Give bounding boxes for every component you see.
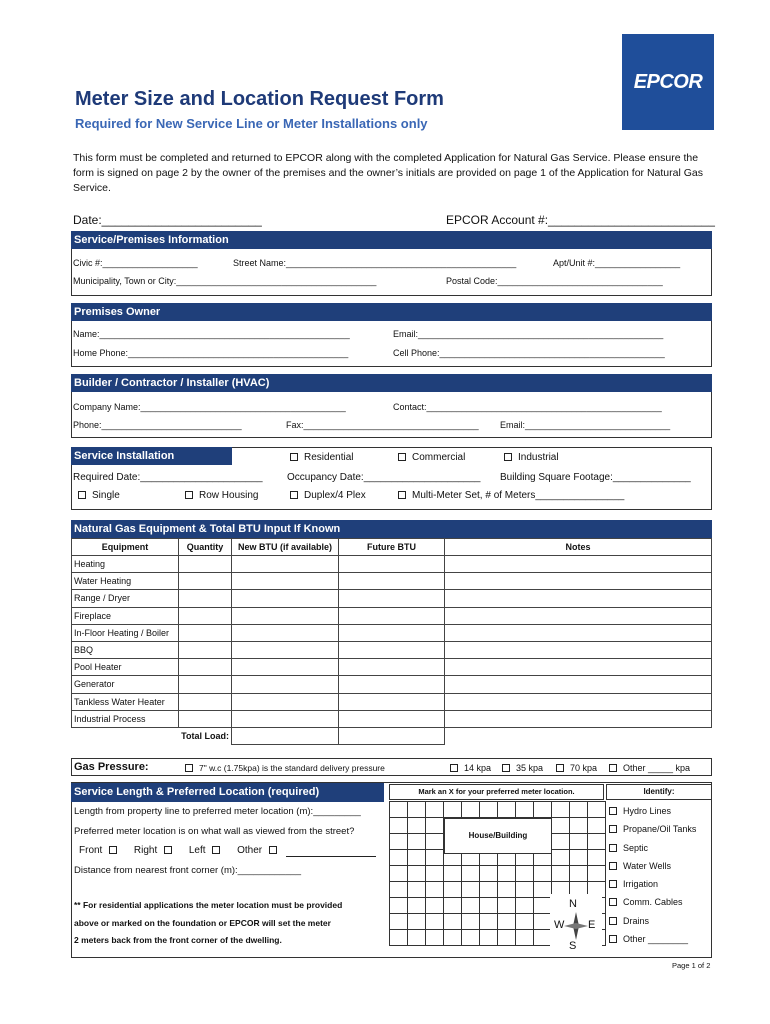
builder-phone-field[interactable]: Phone:____________________________ [73,420,242,430]
grid-cell[interactable] [498,882,516,898]
grid-cell[interactable] [588,834,606,850]
civic-field[interactable]: Civic #:___________________ [73,258,198,268]
builder-fax-field[interactable]: Fax:___________________________________ [286,420,479,430]
identify-cables[interactable] [609,897,683,907]
col-notes: Notes [445,539,712,556]
other-option[interactable] [237,845,283,856]
residential-option[interactable] [290,452,353,463]
equipment-label: Pool Heater [72,659,179,676]
grid-cell[interactable] [516,898,534,914]
note-line-1: ** For residential applications the meter location must be provided [74,900,343,910]
pressure-14-option[interactable] [450,763,491,773]
checkbox-icon[interactable] [609,898,617,906]
grid-cell[interactable] [498,914,516,930]
grid-cell[interactable] [426,898,444,914]
identify-propane[interactable] [609,824,696,834]
col-quantity: Quantity [179,539,232,556]
future-btu-cell[interactable] [339,710,445,727]
quantity-cell[interactable] [179,710,232,727]
industrial-option[interactable] [504,452,559,463]
length-field[interactable]: Length from property line to preferred meter location (m):_________ [74,806,361,817]
owner-name-field[interactable]: Name:__________________________________________________ [73,329,350,339]
compass-w: W [554,919,565,931]
pressure-other-option[interactable] [609,763,690,773]
checkbox-icon[interactable] [78,491,86,499]
checkbox-icon[interactable] [504,453,512,461]
table-row [72,624,712,641]
table-row [72,556,712,573]
grid-cell[interactable] [408,818,426,834]
equipment-label: Tankless Water Heater [72,693,179,710]
grid-cell[interactable] [408,882,426,898]
identify-label: Comm. Cables [623,897,683,907]
commercial-label: Commercial [412,452,466,463]
identify-label: Other ________ [623,934,689,944]
date-field[interactable]: Date:________________________ [73,213,262,227]
identify-label: Septic [623,843,649,853]
equipment-label: Fireplace [72,607,179,624]
grid-cell[interactable] [426,882,444,898]
new-btu-cell[interactable] [232,556,339,573]
new-btu-cell[interactable] [232,624,339,641]
identify-label: Drains [623,916,650,926]
grid-cell[interactable] [444,930,462,946]
identify-wells[interactable] [609,861,671,871]
checkbox-icon[interactable] [609,880,617,888]
checkbox-icon[interactable] [398,491,406,499]
compass-s: S [569,940,577,952]
grid-cell[interactable] [426,850,444,866]
multi-meter-label: Multi-Meter Set, # of Meters________________ [412,490,625,501]
grid-cell[interactable] [426,866,444,882]
grid-cell[interactable] [390,818,408,834]
grid-cell[interactable] [516,882,534,898]
quantity-cell[interactable] [179,676,232,693]
grid-cell[interactable] [498,802,516,818]
identify-hydro[interactable] [609,806,671,816]
table-row [72,607,712,624]
grid-cell[interactable] [444,866,462,882]
quantity-cell[interactable] [179,590,232,607]
notes-cell[interactable] [445,624,712,641]
grid-cell[interactable] [462,914,480,930]
notes-cell[interactable] [445,659,712,676]
grid-cell[interactable] [588,818,606,834]
table-row [72,573,712,590]
compass-rose-icon [564,912,588,940]
home-phone-field[interactable]: Home Phone:____________________________________________ [73,348,349,358]
grid-cell[interactable] [588,866,606,882]
standard-pressure-label: 7" w.c (1.75kpa) is the standard delivery pressure [199,763,385,773]
pressure-label: 14 kpa [464,763,492,773]
grid-cell[interactable] [390,898,408,914]
equipment-label: Industrial Process [72,710,179,727]
grid-cell[interactable] [480,898,498,914]
quantity-cell[interactable] [179,641,232,658]
quantity-cell[interactable] [179,659,232,676]
table-row [72,659,712,676]
equipment-table [71,538,712,745]
notes-cell[interactable] [445,573,712,590]
grid-cell[interactable] [462,930,480,946]
checkbox-icon[interactable] [109,846,117,854]
grid-cell[interactable] [408,834,426,850]
grid-header: Mark an X for your preferred meter location. [389,784,604,800]
grid-cell[interactable] [408,930,426,946]
pressure-35-option[interactable] [502,763,543,773]
checkbox-icon[interactable] [450,764,458,772]
single-option[interactable] [78,490,120,501]
checkbox-icon[interactable] [398,453,406,461]
table-row [72,710,712,727]
grid-cell[interactable] [390,850,408,866]
builder-email-field[interactable]: Email:_____________________________ [500,420,671,430]
grid-cell[interactable] [534,882,552,898]
compass-e: E [588,919,596,931]
checkbox-icon[interactable] [609,764,617,772]
company-field[interactable]: Company Name:_________________________________________ [73,402,346,412]
grid-cell[interactable] [534,802,552,818]
checkbox-icon[interactable] [164,846,172,854]
checkbox-icon[interactable] [290,453,298,461]
checkbox-icon[interactable] [609,862,617,870]
front-option[interactable] [79,845,131,856]
grid-cell[interactable] [408,866,426,882]
grid-cell[interactable] [534,898,552,914]
installation-header: Service Installation [71,447,232,465]
residential-label: Residential [304,452,354,463]
notes-cell[interactable] [445,676,712,693]
pressure-label: 70 kpa [570,763,598,773]
grid-cell[interactable] [552,834,570,850]
street-field[interactable]: Street Name:______________________________________________ [233,258,517,268]
gas-pressure-label: Gas Pressure: [74,761,149,773]
notes-cell[interactable] [445,693,712,710]
contact-field[interactable]: Contact:_______________________________________________ [393,402,662,412]
grid-cell[interactable] [444,898,462,914]
grid-cell[interactable] [480,882,498,898]
wall-question: Preferred meter location is on what wall as viewed from the street? [74,826,355,837]
checkbox-icon[interactable] [212,846,220,854]
required-date-field[interactable]: Required Date:______________________ [73,472,263,483]
identify-label: Water Wells [623,861,672,871]
col-equipment: Equipment [72,539,179,556]
note-line-2: above or marked on the foundation or EPCOR will set the meter [74,918,331,928]
pressure-label: Other _____ kpa [623,763,691,773]
grid-cell[interactable] [570,866,588,882]
checkbox-icon[interactable] [185,764,193,772]
right-label: Right [133,845,158,856]
grid-cell[interactable] [534,866,552,882]
wall-options [79,845,283,856]
identify-drains[interactable] [609,916,649,926]
future-btu-cell[interactable] [339,573,445,590]
future-btu-cell[interactable] [339,590,445,607]
quantity-cell[interactable] [179,573,232,590]
future-btu-cell[interactable] [339,659,445,676]
standard-pressure-option[interactable] [185,763,385,773]
checkbox-icon[interactable] [502,764,510,772]
grid-cell[interactable] [408,802,426,818]
identify-irrigation[interactable] [609,879,658,889]
grid-cell[interactable] [480,930,498,946]
multi-meter-option[interactable] [398,490,624,501]
other-wall-line[interactable] [286,856,376,857]
quantity-cell[interactable] [179,556,232,573]
identify-label: Propane/Oil Tanks [623,824,697,834]
commercial-option[interactable] [398,452,465,463]
identify-header: Identify: [606,784,712,800]
quantity-cell[interactable] [179,624,232,641]
future-btu-cell[interactable] [339,607,445,624]
house-building-box: House/Building [444,818,552,854]
compass [550,894,602,954]
page-number: Page 1 of 2 [672,961,711,970]
grid-cell[interactable] [426,834,444,850]
service-length-header: Service Length & Preferred Location (required) [71,783,384,802]
grid-cell[interactable] [588,850,606,866]
note-line-3: 2 meters back from the front corner of the dwelling. [74,935,282,945]
grid-cell[interactable] [426,930,444,946]
postal-field[interactable]: Postal Code:_________________________________ [446,276,663,286]
quantity-cell[interactable] [179,607,232,624]
grid-cell[interactable] [426,802,444,818]
new-btu-cell[interactable] [232,659,339,676]
grid-cell[interactable] [534,914,552,930]
grid-cell[interactable] [552,818,570,834]
checkbox-icon[interactable] [290,491,298,499]
front-label: Front [79,845,103,856]
left-label: Left [188,845,206,856]
new-btu-cell[interactable] [232,590,339,607]
checkbox-icon[interactable] [609,825,617,833]
duplex-label: Duplex/4 Plex [304,490,366,501]
equipment-label: Heating [72,556,179,573]
grid-cell[interactable] [498,866,516,882]
new-btu-cell[interactable] [232,693,339,710]
grid-cell[interactable] [426,818,444,834]
service-premises-header: Service/Premises Information [71,231,712,249]
table-row [72,693,712,710]
identify-label: Irrigation [623,879,659,889]
notes-cell[interactable] [445,556,712,573]
grid-cell[interactable] [588,802,606,818]
notes-cell[interactable] [445,590,712,607]
checkbox-icon[interactable] [609,807,617,815]
square-footage-field[interactable]: Building Square Footage:______________ [500,472,691,483]
grid-cell[interactable] [462,866,480,882]
pressure-70-option[interactable] [556,763,597,773]
table-row [72,676,712,693]
grid-cell[interactable] [480,866,498,882]
owner-email-field[interactable]: Email:_________________________________________________ [393,329,664,339]
cell-phone-field[interactable]: Cell Phone:_____________________________________________ [393,348,665,358]
checkbox-icon[interactable] [556,764,564,772]
industrial-label: Industrial [518,452,559,463]
future-btu-cell[interactable] [339,641,445,658]
occupancy-date-field[interactable]: Occupancy Date:_____________________ [287,472,481,483]
notes-cell[interactable] [445,607,712,624]
grid-cell[interactable] [444,914,462,930]
equipment-label: BBQ [72,641,179,658]
left-option[interactable] [189,845,234,856]
grid-cell[interactable] [390,882,408,898]
grid-cell[interactable] [426,914,444,930]
future-btu-cell[interactable] [339,624,445,641]
apt-field[interactable]: Apt/Unit #:_________________ [553,258,681,268]
municipality-field[interactable]: Municipality, Town or City:________________________________________ [73,276,377,286]
account-field[interactable]: EPCOR Account #:_________________________ [446,213,715,227]
grid-cell[interactable] [390,802,408,818]
page-title: Meter Size and Location Request Form [75,88,444,110]
equipment-label: Generator [72,676,179,693]
grid-cell[interactable] [444,802,462,818]
identify-other[interactable] [609,934,688,944]
intro-text: This form must be completed and returned to EPCOR along with the completed Application for Natural Gas Service. Please ensure the form is signed on page 2 by the owner of the premises and the owner’s initials are provided on page 1 of the Application for Natural Gas Service. [73,152,703,194]
checkbox-icon[interactable] [609,844,617,852]
row-housing-option[interactable] [185,490,258,501]
equipment-header: Natural Gas Equipment & Total BTU Input If Known [71,520,712,538]
future-btu-cell[interactable] [339,556,445,573]
single-label: Single [92,490,120,501]
identify-septic[interactable] [609,843,648,853]
equipment-label: Range / Dryer [72,590,179,607]
grid-cell[interactable] [462,802,480,818]
grid-cell[interactable] [516,866,534,882]
future-btu-cell[interactable] [339,676,445,693]
grid-cell[interactable] [390,914,408,930]
identify-label: Hydro Lines [623,806,672,816]
grid-cell[interactable] [570,802,588,818]
row-housing-label: Row Housing [199,490,259,501]
notes-cell[interactable] [445,710,712,727]
grid-cell[interactable] [480,914,498,930]
total-future-btu-cell[interactable] [339,727,445,744]
total-new-btu-cell[interactable] [232,727,339,744]
compass-n: N [569,898,577,910]
table-row [72,590,712,607]
total-row [72,727,712,744]
grid-cell[interactable] [408,898,426,914]
grid-cell[interactable] [462,882,480,898]
grid-cell[interactable] [534,930,552,946]
grid-cell[interactable] [390,866,408,882]
equipment-label: Water Heating [72,573,179,590]
grid-cell[interactable] [390,930,408,946]
grid-cell[interactable] [516,930,534,946]
checkbox-icon[interactable] [609,935,617,943]
quantity-cell[interactable] [179,693,232,710]
col-future-btu: Future BTU [339,539,445,556]
notes-cell[interactable] [445,641,712,658]
grid-cell[interactable] [570,818,588,834]
new-btu-cell[interactable] [232,710,339,727]
checkbox-icon[interactable] [185,491,193,499]
grid-cell[interactable] [516,914,534,930]
pressure-label: 35 kpa [516,763,544,773]
checkbox-icon[interactable] [609,917,617,925]
equipment-label: In-Floor Heating / Boiler [72,624,179,641]
grid-cell[interactable] [552,866,570,882]
builder-header: Builder / Contractor / Installer (HVAC) [71,374,712,392]
duplex-option[interactable] [290,490,366,501]
grid-cell[interactable] [552,850,570,866]
new-btu-cell[interactable] [232,641,339,658]
grid-cell[interactable] [390,834,408,850]
grid-cell[interactable] [408,914,426,930]
grid-cell[interactable] [570,850,588,866]
new-btu-cell[interactable] [232,607,339,624]
total-notes-cell [445,727,712,744]
table-row [72,641,712,658]
grid-cell[interactable] [408,850,426,866]
distance-field[interactable]: Distance from nearest front corner (m):____________ [74,865,302,876]
col-new-btu: New BTU (if available) [232,539,339,556]
grid-cell[interactable] [570,834,588,850]
grid-cell[interactable] [552,802,570,818]
future-btu-cell[interactable] [339,693,445,710]
owner-header: Premises Owner [71,303,712,321]
grid-cell[interactable] [498,898,516,914]
checkbox-icon[interactable] [269,846,277,854]
other-label: Other [237,845,263,856]
grid-cell[interactable] [462,898,480,914]
new-btu-cell[interactable] [232,676,339,693]
grid-cell[interactable] [444,882,462,898]
epcor-logo: EPCOR [622,34,714,130]
grid-cell[interactable] [516,802,534,818]
page-subtitle: Required for New Service Line or Meter Installations only [75,116,428,131]
right-option[interactable] [134,845,186,856]
total-load-label: Total Load: [72,727,232,744]
grid-cell[interactable] [480,802,498,818]
grid-cell[interactable] [498,930,516,946]
new-btu-cell[interactable] [232,573,339,590]
